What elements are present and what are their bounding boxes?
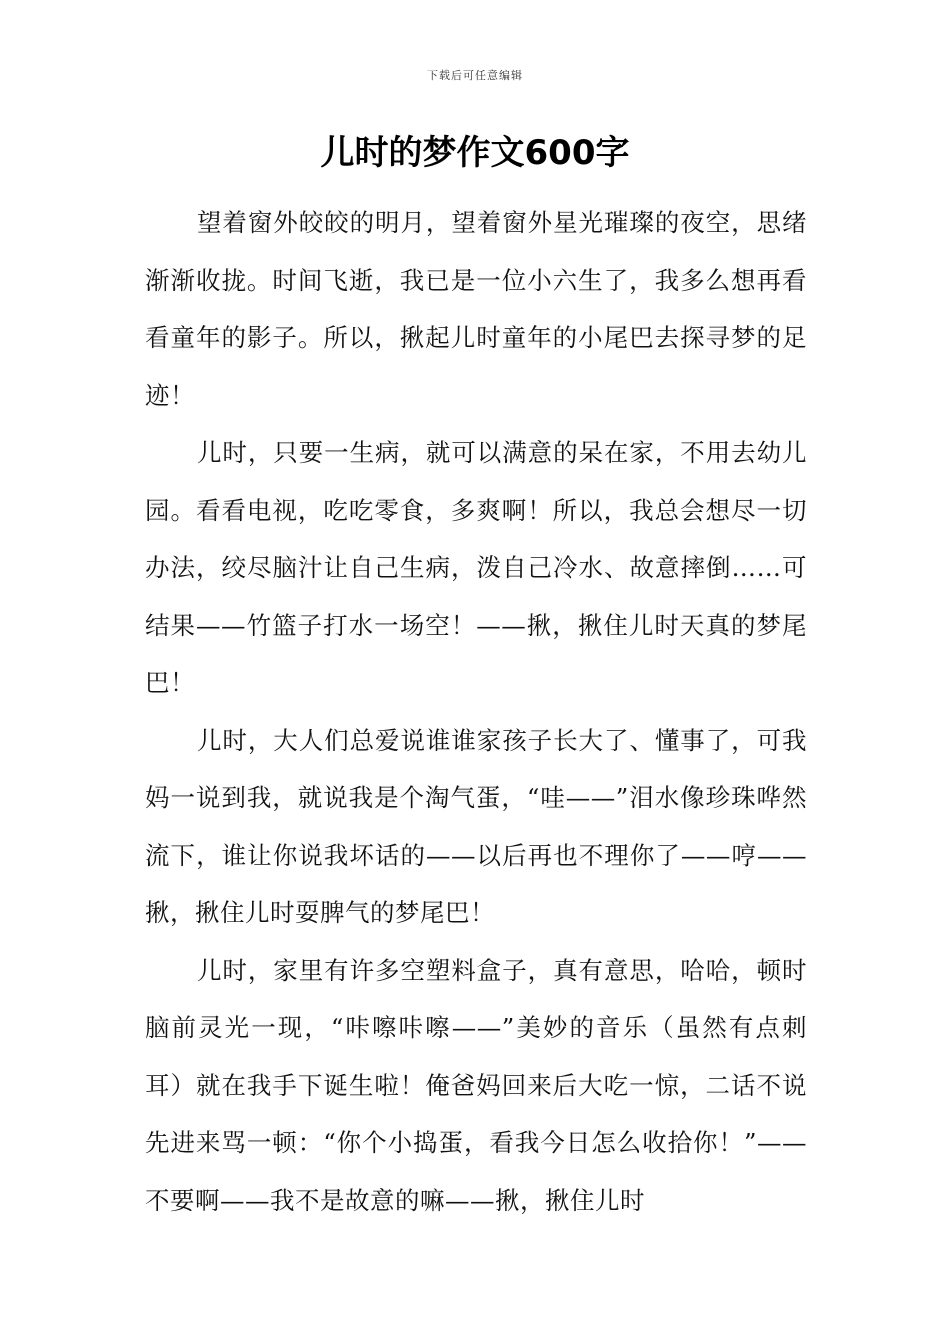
- paragraph-2: 儿时，只要一生病，就可以满意的呆在家，不用去幼儿园。看看电视，吃吃零食，多爽啊！所以，我总会想尽一切办法，绞尽脑汁让自己生病，泼自己冷水、故意摔倒……可结果——竹篮子打水一场空！——揪，揪住儿时天真的梦尾巴！: [145, 438, 807, 697]
- header-note: 下载后可任意编辑: [427, 69, 523, 82]
- document-title: 儿时的梦作文600字: [320, 133, 630, 173]
- paragraph-1: 望着窗外皎皎的明月，望着窗外星光璀璨的夜空，思绪渐渐收拢。时间飞逝，我已是一位小六生了，我多么想再看看童年的影子。所以，揪起儿时童年的小尾巴去探寻梦的足迹！: [145, 208, 807, 410]
- paragraph-3: 儿时，大人们总爱说谁谁家孩子长大了、懂事了，可我妈一说到我，就说我是个淘气蛋，“哇——”泪水像珍珠哗然流下，谁让你说我坏话的——以后再也不理你了——哼——揪，揪住儿时耍脾气的梦尾巴！: [145, 725, 807, 927]
- paragraph-4: 儿时，家里有许多空塑料盒子，真有意思，哈哈，顿时脑前灵光一现，“咔嚓咔嚓——”美妙的音乐（虽然有点刺耳）就在我手下诞生啦！俺爸妈回来后大吃一惊，二话不说先进来骂一顿：“你个小捣蛋，看我今日怎么收拾你！”——不要啊——我不是故意的嘛——揪，揪住儿时: [145, 955, 807, 1215]
- document-body: [145, 194, 807, 1229]
